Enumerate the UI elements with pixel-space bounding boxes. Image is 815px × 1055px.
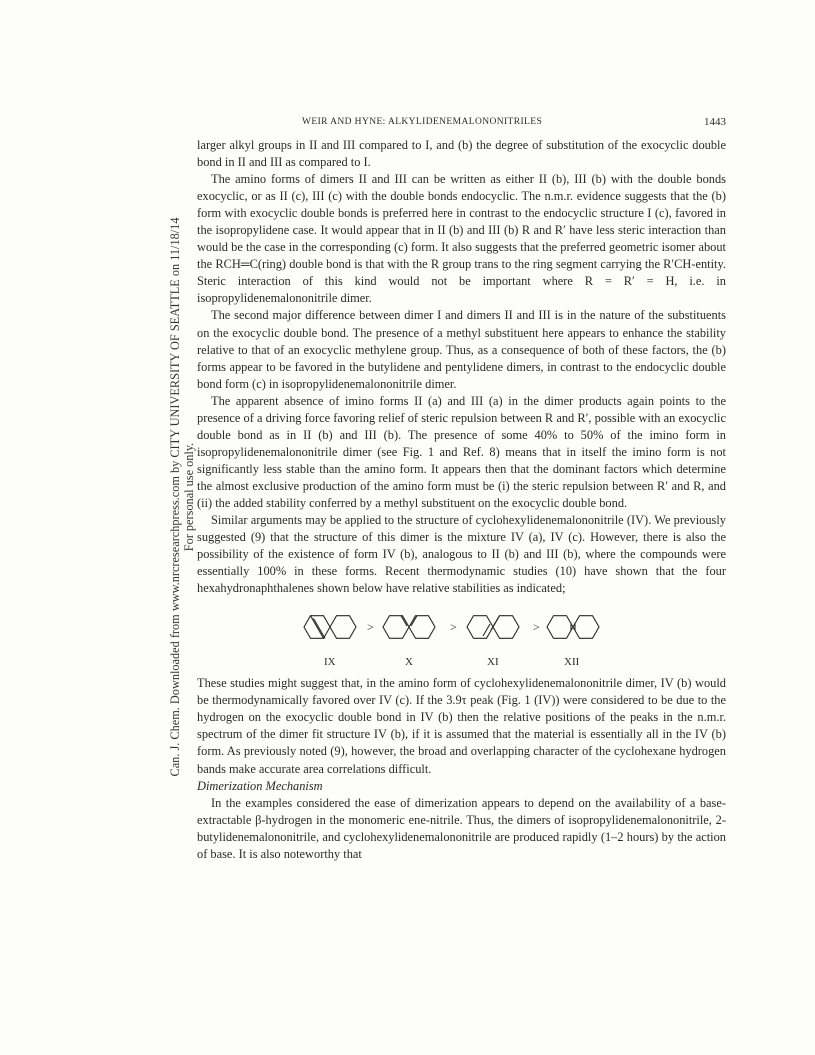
- watermark-line-2: For personal use only.: [182, 442, 196, 552]
- structure-xi: [467, 616, 519, 639]
- download-watermark: [168, 137, 196, 857]
- paragraph-3: The second major difference between dimer I and dimers II and III is in the nature of the substituents on the exocyclic double bond. The presence of a methyl substituent here appears to enhance the stability relative to that of an exocyclic methylene group. Thus, as a consequence of both of these factors, the (b) forms appear to be favored in the butylidene and pentylidene dimers, in contrast to the endocyclic double bond form (c) in isopropylidenemalononitrile dimer.: [197, 308, 726, 391]
- paragraph-2: The amino forms of dimers II and III can be written as either II (b), III (b) with the double bonds exocyclic, or as II (c), III (c) with the double bonds endocyclic. The n.m.r. evidence suggests that the (b) form with exocyclic double bonds is preferred here in contrast to the endocyclic structure I (c), favored in the isopropylidene case. It would appear that in II (b) and III (b) R and R′ have less steric interaction than would be the case in the corresponding (c) form. It also suggests that the preferred geometric isomer about the RCH═C(ring) double bond is that with the R group trans to the ring segment carrying the R′CH-entity. Steric interaction of this kind would not be important where R = R′ = H, i.e. in isopropylidenemalononitrile dimer.: [197, 172, 726, 306]
- running-head: WEIR AND HYNE: ALKYLIDENEMALONONITRILES: [302, 117, 543, 127]
- comparator-1: >: [367, 620, 374, 635]
- page-number: 1443: [704, 116, 726, 128]
- paragraph-6: These studies might suggest that, in the amino form of cyclohexylidenemalononitrile dimer, IV (b) would be thermodynamically favored over IV (c). If the 3.9τ peak (Fig. 1 (IV)) were considered to be due to the hydrogen on the exocyclic double bond in IV (b) then the relative positions of the peaks in the n.m.r. spectrum of the dimer fit structure IV (b), if it is assumed that the material is essentially all in the IV (b) form. As previously noted (9), however, the broad and overlapping character of the cyclohexane hydrogen bands make accurate area correlations difficult.: [197, 676, 726, 776]
- structure-x: [383, 616, 435, 639]
- paragraph-5: Similar arguments may be applied to the structure of cyclohexylidenemalononitrile (IV). We previously suggested (9) that the structure of this dimer is the mixture IV (a), IV (c). However, there is also the possibility of the existence of form IV (b), analogous to II (b) and III (b), where the compounds were essentially 100% in these forms. Recent thermodynamic studies (10) have shown that the four hexahydronaphthalenes shown below have relative stabilities as indicated;: [197, 513, 726, 596]
- article-body: [197, 137, 726, 863]
- comparator-2: >: [450, 620, 457, 635]
- label-ix: IX: [324, 656, 336, 669]
- hexahydronaphthalene-figure: [197, 603, 726, 673]
- label-xi: XI: [487, 656, 499, 669]
- watermark-line-1: Can. J. Chem. Downloaded from www.nrcresearchpress.com by CITY UNIVERSITY OF SEATTLE on 11/18/14: [168, 217, 182, 777]
- paragraph-7: In the examples considered the ease of dimerization appears to depend on the availability of a base-extractable β-hydrogen in the monomeric ene-nitrile. Thus, the dimers of isopropylidenemalononitrile, 2-butylidenemalononitrile, and cyclohexylidenemalononitrile are produced rapidly (1–2 hours) by the action of base. It is also noteworthy that: [197, 795, 726, 861]
- label-x: X: [405, 656, 413, 669]
- structure-xii: [547, 616, 599, 639]
- structure-ix: [304, 616, 356, 639]
- comparator-3: >: [533, 620, 540, 635]
- section-heading: Dimerization Mechanism: [197, 778, 323, 793]
- paragraph-4: The apparent absence of imino forms II (a) and III (a) in the dimer products again points to the presence of a driving force favoring relief of steric repulsion between R and R′, possible with an exocyclic double bond as in II (b) and III (b). The presence of some 40% to 50% of the imino form in isopropylidenemalononitrile dimer (see Fig. 1 and Ref. 8) means that in itself the imino form is not significantly less stable than the amino form. It appears then that the dominant factors which determine the almost exclusive production of the amino form must be (i) the steric repulsion between R′ and R, and (ii) the added stability conferred by a methyl substituent on the exocyclic double bond.: [197, 393, 726, 510]
- paragraph-1: larger alkyl groups in II and III compared to I, and (b) the degree of substitution of the exocyclic double bond in II and III as compared to I.: [197, 138, 726, 170]
- structures-svg: [197, 603, 726, 655]
- label-xii: XII: [564, 656, 580, 669]
